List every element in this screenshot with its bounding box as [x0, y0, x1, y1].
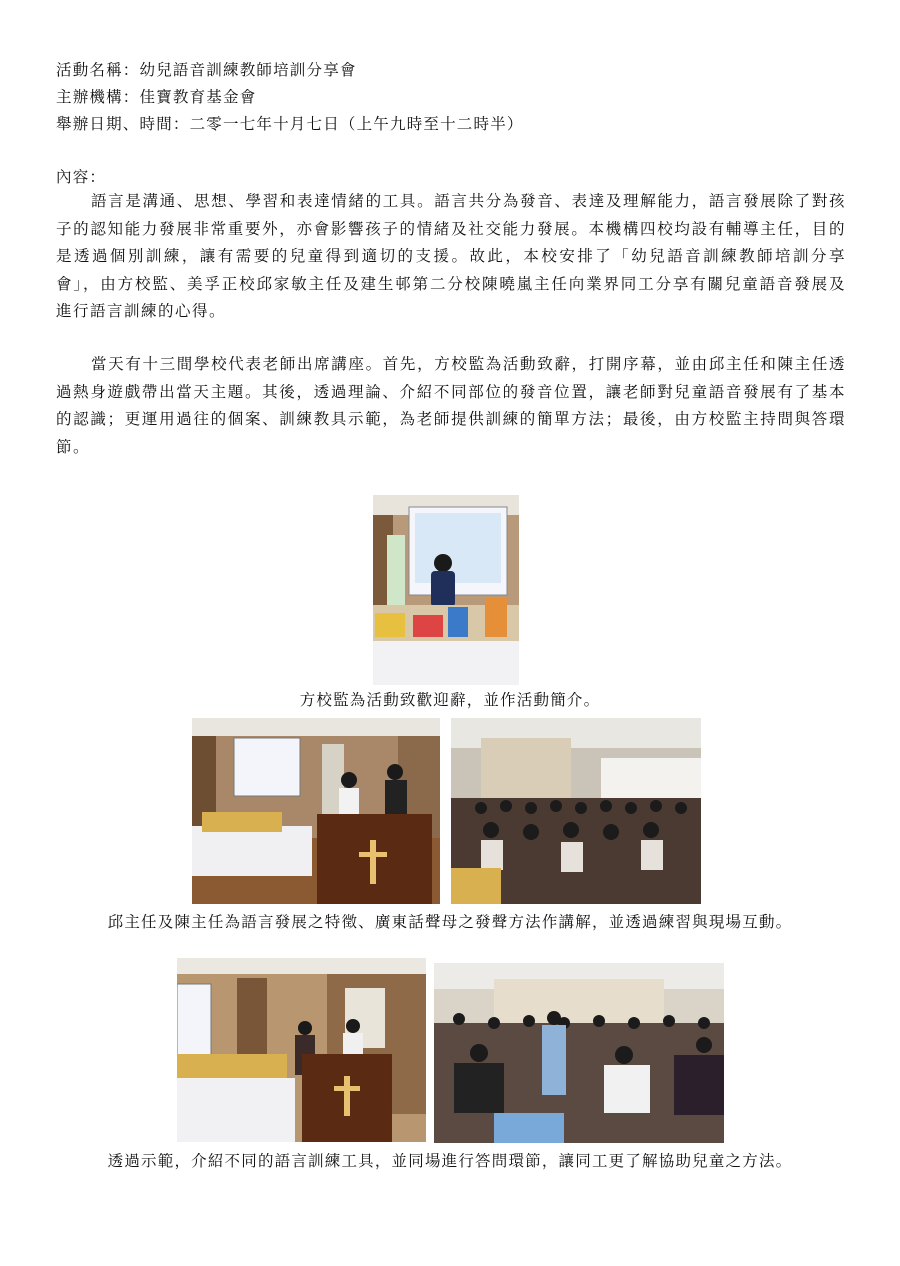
- paragraph-event: 當天有十三間學校代表老師出席講座。首先，方校監為活動致辭，打開序幕，並由邱主任和陳主任透過熱身遊戲帶出當天主題。其後，透過理論、介紹不同部位的發音位置，讓老師對兒童語音發展有了基本的認識；更運用過往的個案、訓練教具示範，為老師提供訓練的簡單方法；最後，由方校監主持問與答環節。: [56, 355, 846, 456]
- photo-speaker-welcome: [373, 495, 519, 685]
- caption-photo-3: 透過示範，介紹不同的語言訓練工具，並同場進行答問環節，讓同工更了解協助兒童之方法。: [107, 1152, 793, 1170]
- photo-presenters-lectern: [192, 718, 440, 904]
- caption-photo-1: 方校監為活動致歡迎辭，並作活動簡介。: [299, 691, 601, 709]
- paragraph-intro: 語言是溝通、思想、學習和表達情緒的工具。語言共分為發音、表達及理解能力，語言發展除了對孩子的認知能力發展非常重要外，亦會影響孩子的情緒及社交能力發展。本機構四校均設有輔導主任，目的是透過個別訓練，讓有需要的兒童得到適切的支援。故此，本校安排了「幼兒語音訓練教師培訓分享會」，由方校監、美孚正校邱家敏主任及建生邨第二分校陳曉嵐主任向業界同工分享有關兒童語音發展及進行語言訓練的心得。: [56, 192, 846, 320]
- content-heading: 內容：: [56, 168, 107, 186]
- event-name: 活動名稱：幼兒語音訓練教師培訓分享會: [56, 61, 357, 79]
- organizer: 主辦機構：佳寶教育基金會: [56, 88, 257, 106]
- event-date-time: 舉辦日期、時間：二零一七年十月七日（上午九時至十二時半）: [56, 115, 524, 133]
- photo-qa-session: [434, 963, 724, 1143]
- photo-demonstration: [177, 958, 426, 1142]
- caption-photo-2: 邱主任及陳主任為語言發展之特徵、廣東話聲母之發聲方法作講解，並透過練習與現場互動。: [107, 913, 793, 931]
- photo-audience: [451, 718, 701, 904]
